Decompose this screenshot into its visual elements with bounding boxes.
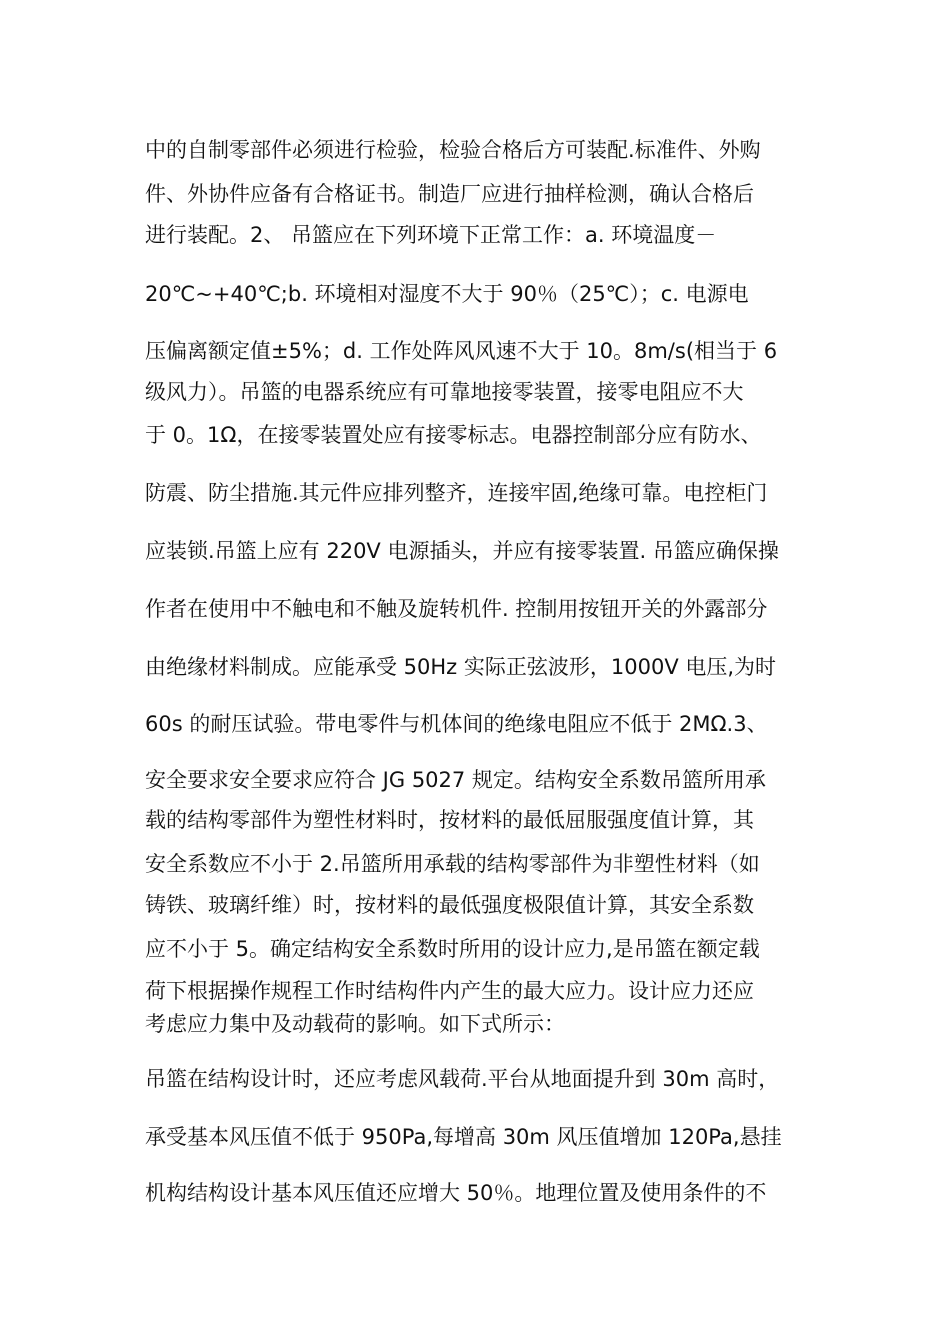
text-line: 承受基本风压值不低于 950Pa,每增高 30m 风压值增加 120Pa,悬挂	[145, 1125, 782, 1149]
text-line: 压偏离额定值±5%；d. 工作处阵风风速不大于 10。8m/s(相当于 6	[145, 339, 778, 363]
text-line: 应不小于 5。确定结构安全系数时所用的设计应力,是吊篮在额定载	[145, 937, 760, 961]
text-line: 荷下根据操作规程工作时结构件内产生的最大应力。设计应力还应	[145, 979, 754, 1003]
text-line: 机构结构设计基本风压值还应增大 50％。地理位置及使用条件的不	[145, 1181, 767, 1205]
text-line: 载的结构零部件为塑性材料时，按材料的最低屈服强度值计算，其	[145, 808, 754, 832]
text-line: 进行装配。2、 吊篮应在下列环境下正常工作：a. 环境温度－	[145, 223, 717, 247]
text-line: 防震、防尘措施.其元件应排列整齐，连接牢固,绝缘可靠。电控柜门	[145, 481, 768, 505]
text-line: 铸铁、玻璃纤维）时，按材料的最低强度极限值计算，其安全系数	[145, 893, 754, 917]
text-line: 考虑应力集中及动载荷的影响。如下式所示：	[145, 1012, 565, 1036]
text-line: 作者在使用中不触电和不触及旋转机件. 控制用按钮开关的外露部分	[145, 597, 768, 621]
text-line: 应装锁.吊篮上应有 220V 电源插头，并应有接零装置. 吊篮应确保操	[145, 539, 779, 563]
text-line: 件、外协件应备有合格证书。制造厂应进行抽样检测，确认合格后	[145, 182, 754, 206]
text-line: 安全要求安全要求应符合 JG 5027 规定。结构安全系数吊篮所用承	[145, 768, 766, 792]
text-line: 由绝缘材料制成。应能承受 50Hz 实际正弦波形，1000V 电压,为时	[145, 655, 777, 679]
text-line: 于 0。1Ω，在接零装置处应有接零标志。电器控制部分应有防水、	[145, 423, 762, 447]
text-line: 安全系数应不小于 2.吊篮所用承载的结构零部件为非塑性材料（如	[145, 852, 760, 876]
text-line: 吊篮在结构设计时，还应考虑风载荷.平台从地面提升到 30m 高时，	[145, 1067, 780, 1091]
text-line: 20℃~+40℃;b. 环境相对湿度不大于 90％（25℃）；c. 电源电	[145, 282, 749, 306]
text-line: 60s 的耐压试验。带电零件与机体间的绝缘电阻应不低于 2MΩ.3、	[145, 712, 768, 736]
text-line: 中的自制零部件必须进行检验，检验合格后方可装配.标准件、外购	[145, 138, 761, 162]
text-line: 级风力）。吊篮的电器系统应有可靠地接零装置，接零电阻应不大	[145, 380, 744, 404]
